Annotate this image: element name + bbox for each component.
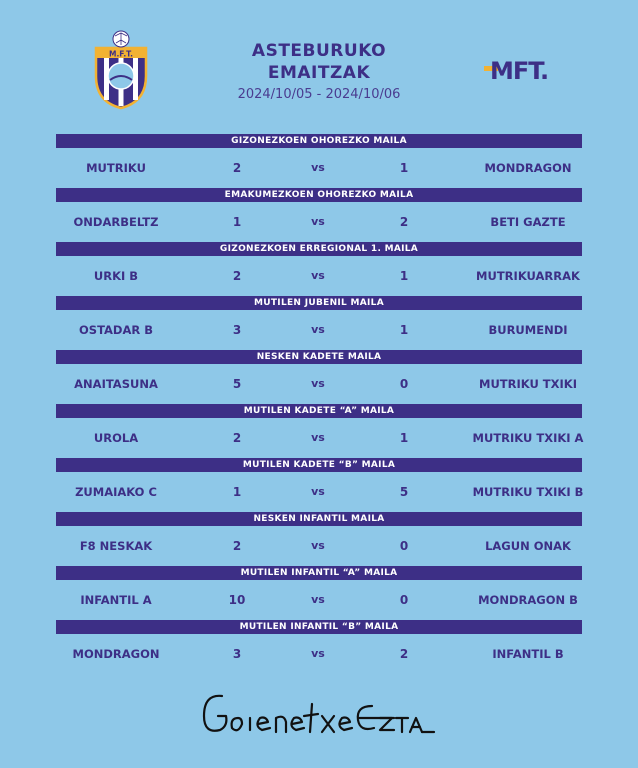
vs-label: vs: [311, 269, 325, 282]
vs-label: vs: [311, 431, 325, 444]
league-header: NESKEN INFANTIL MAILA: [56, 512, 582, 526]
home-team: ANAITASUNA: [74, 377, 158, 391]
vs-label: vs: [311, 593, 325, 606]
match-section: [56, 512, 582, 566]
league-header: MUTILEN JUBENIL MAILA: [56, 296, 582, 310]
away-team: MUTRIKUARRAK: [476, 269, 580, 283]
match-row: [56, 580, 582, 620]
home-score: 2: [232, 431, 242, 445]
match-row: [56, 526, 582, 566]
home-team: URKI B: [93, 269, 139, 283]
home-score: 2: [232, 269, 242, 283]
home-score: 2: [232, 161, 242, 175]
away-score: 1: [399, 161, 409, 175]
away-score: 5: [399, 485, 409, 499]
vs-label: vs: [311, 161, 325, 174]
match-section: [56, 134, 582, 188]
match-row: [56, 148, 582, 188]
match-section: [56, 188, 582, 242]
vs-label: vs: [311, 215, 325, 228]
home-team: ZUMAIAKO C: [75, 485, 157, 499]
away-team: BURUMENDI: [488, 323, 568, 337]
league-header: MUTILEN INFANTIL “A” MAILA: [56, 566, 582, 580]
vs-label: vs: [311, 377, 325, 390]
home-team: MUTRIKU: [86, 161, 146, 175]
league-header: GIZONEZKOEN ERREGIONAL 1. MAILA: [56, 242, 582, 256]
away-score: 1: [399, 323, 409, 337]
away-score: 0: [399, 377, 409, 391]
league-header: EMAKUMEZKOEN OHOREZKO MAILA: [56, 188, 582, 202]
home-score: 1: [232, 485, 242, 499]
vs-label: vs: [311, 647, 325, 660]
league-header: MUTILEN KADETE “A” MAILA: [56, 404, 582, 418]
home-score: 2: [232, 539, 242, 553]
away-score: 0: [399, 593, 409, 607]
league-header: MUTILEN KADETE “B” MAILA: [56, 458, 582, 472]
home-team: OSTADAR B: [79, 323, 153, 337]
home-team: INFANTIL A: [80, 593, 152, 607]
away-score: 2: [399, 647, 409, 661]
match-row: [56, 472, 582, 512]
vs-label: vs: [311, 539, 325, 552]
match-row: [56, 418, 582, 458]
match-section: [56, 404, 582, 458]
results-list: [56, 134, 582, 674]
goienetxe-gazta-signature: [198, 682, 438, 744]
match-row: [56, 256, 582, 296]
match-section: [56, 350, 582, 404]
mft-logo-text: MFT.: [490, 57, 549, 84]
match-section: [56, 296, 582, 350]
match-row: [56, 364, 582, 404]
home-score: 3: [232, 647, 242, 661]
page-title-line1: ASTEBURUKO: [251, 41, 387, 61]
league-header: MUTILEN INFANTIL “B” MAILA: [56, 620, 582, 634]
away-team: MUTRIKU TXIKI: [479, 377, 577, 391]
match-section: [56, 566, 582, 620]
away-team: MONDRAGON: [484, 161, 572, 175]
away-score: 1: [399, 269, 409, 283]
match-row: [56, 202, 582, 242]
match-row: [56, 634, 582, 674]
away-team: LAGUN ONAK: [485, 539, 571, 553]
home-score: 10: [228, 593, 246, 607]
home-team: F8 NESKAK: [79, 539, 153, 553]
away-team: BETI GAZTE: [490, 215, 566, 229]
match-row: [56, 310, 582, 350]
vs-label: vs: [311, 485, 325, 498]
league-header: NESKEN KADETE MAILA: [56, 350, 582, 364]
away-team: INFANTIL B: [492, 647, 564, 661]
away-team: MONDRAGON B: [478, 593, 578, 607]
home-team: UROLA: [93, 431, 139, 445]
home-score: 3: [232, 323, 242, 337]
match-section: [56, 458, 582, 512]
home-score: 1: [232, 215, 242, 229]
date-range: 2024/10/05 - 2024/10/06: [237, 87, 401, 102]
crest-text: M.F.T.: [108, 49, 134, 59]
away-score: 2: [399, 215, 409, 229]
page-title-line2: EMAITZAK: [267, 63, 371, 83]
home-team: MONDRAGON: [72, 647, 160, 661]
league-header: GIZONEZKOEN OHOREZKO MAILA: [56, 134, 582, 148]
away-score: 1: [399, 431, 409, 445]
away-team: MUTRIKU TXIKI A: [472, 431, 584, 445]
away-team: MUTRIKU TXIKI B: [472, 485, 584, 499]
match-section: [56, 242, 582, 296]
away-score: 0: [399, 539, 409, 553]
home-team: ONDARBELTZ: [73, 215, 159, 229]
vs-label: vs: [311, 323, 325, 336]
home-score: 5: [232, 377, 242, 391]
match-section: [56, 620, 582, 674]
mft-brand-logo: [484, 54, 564, 84]
